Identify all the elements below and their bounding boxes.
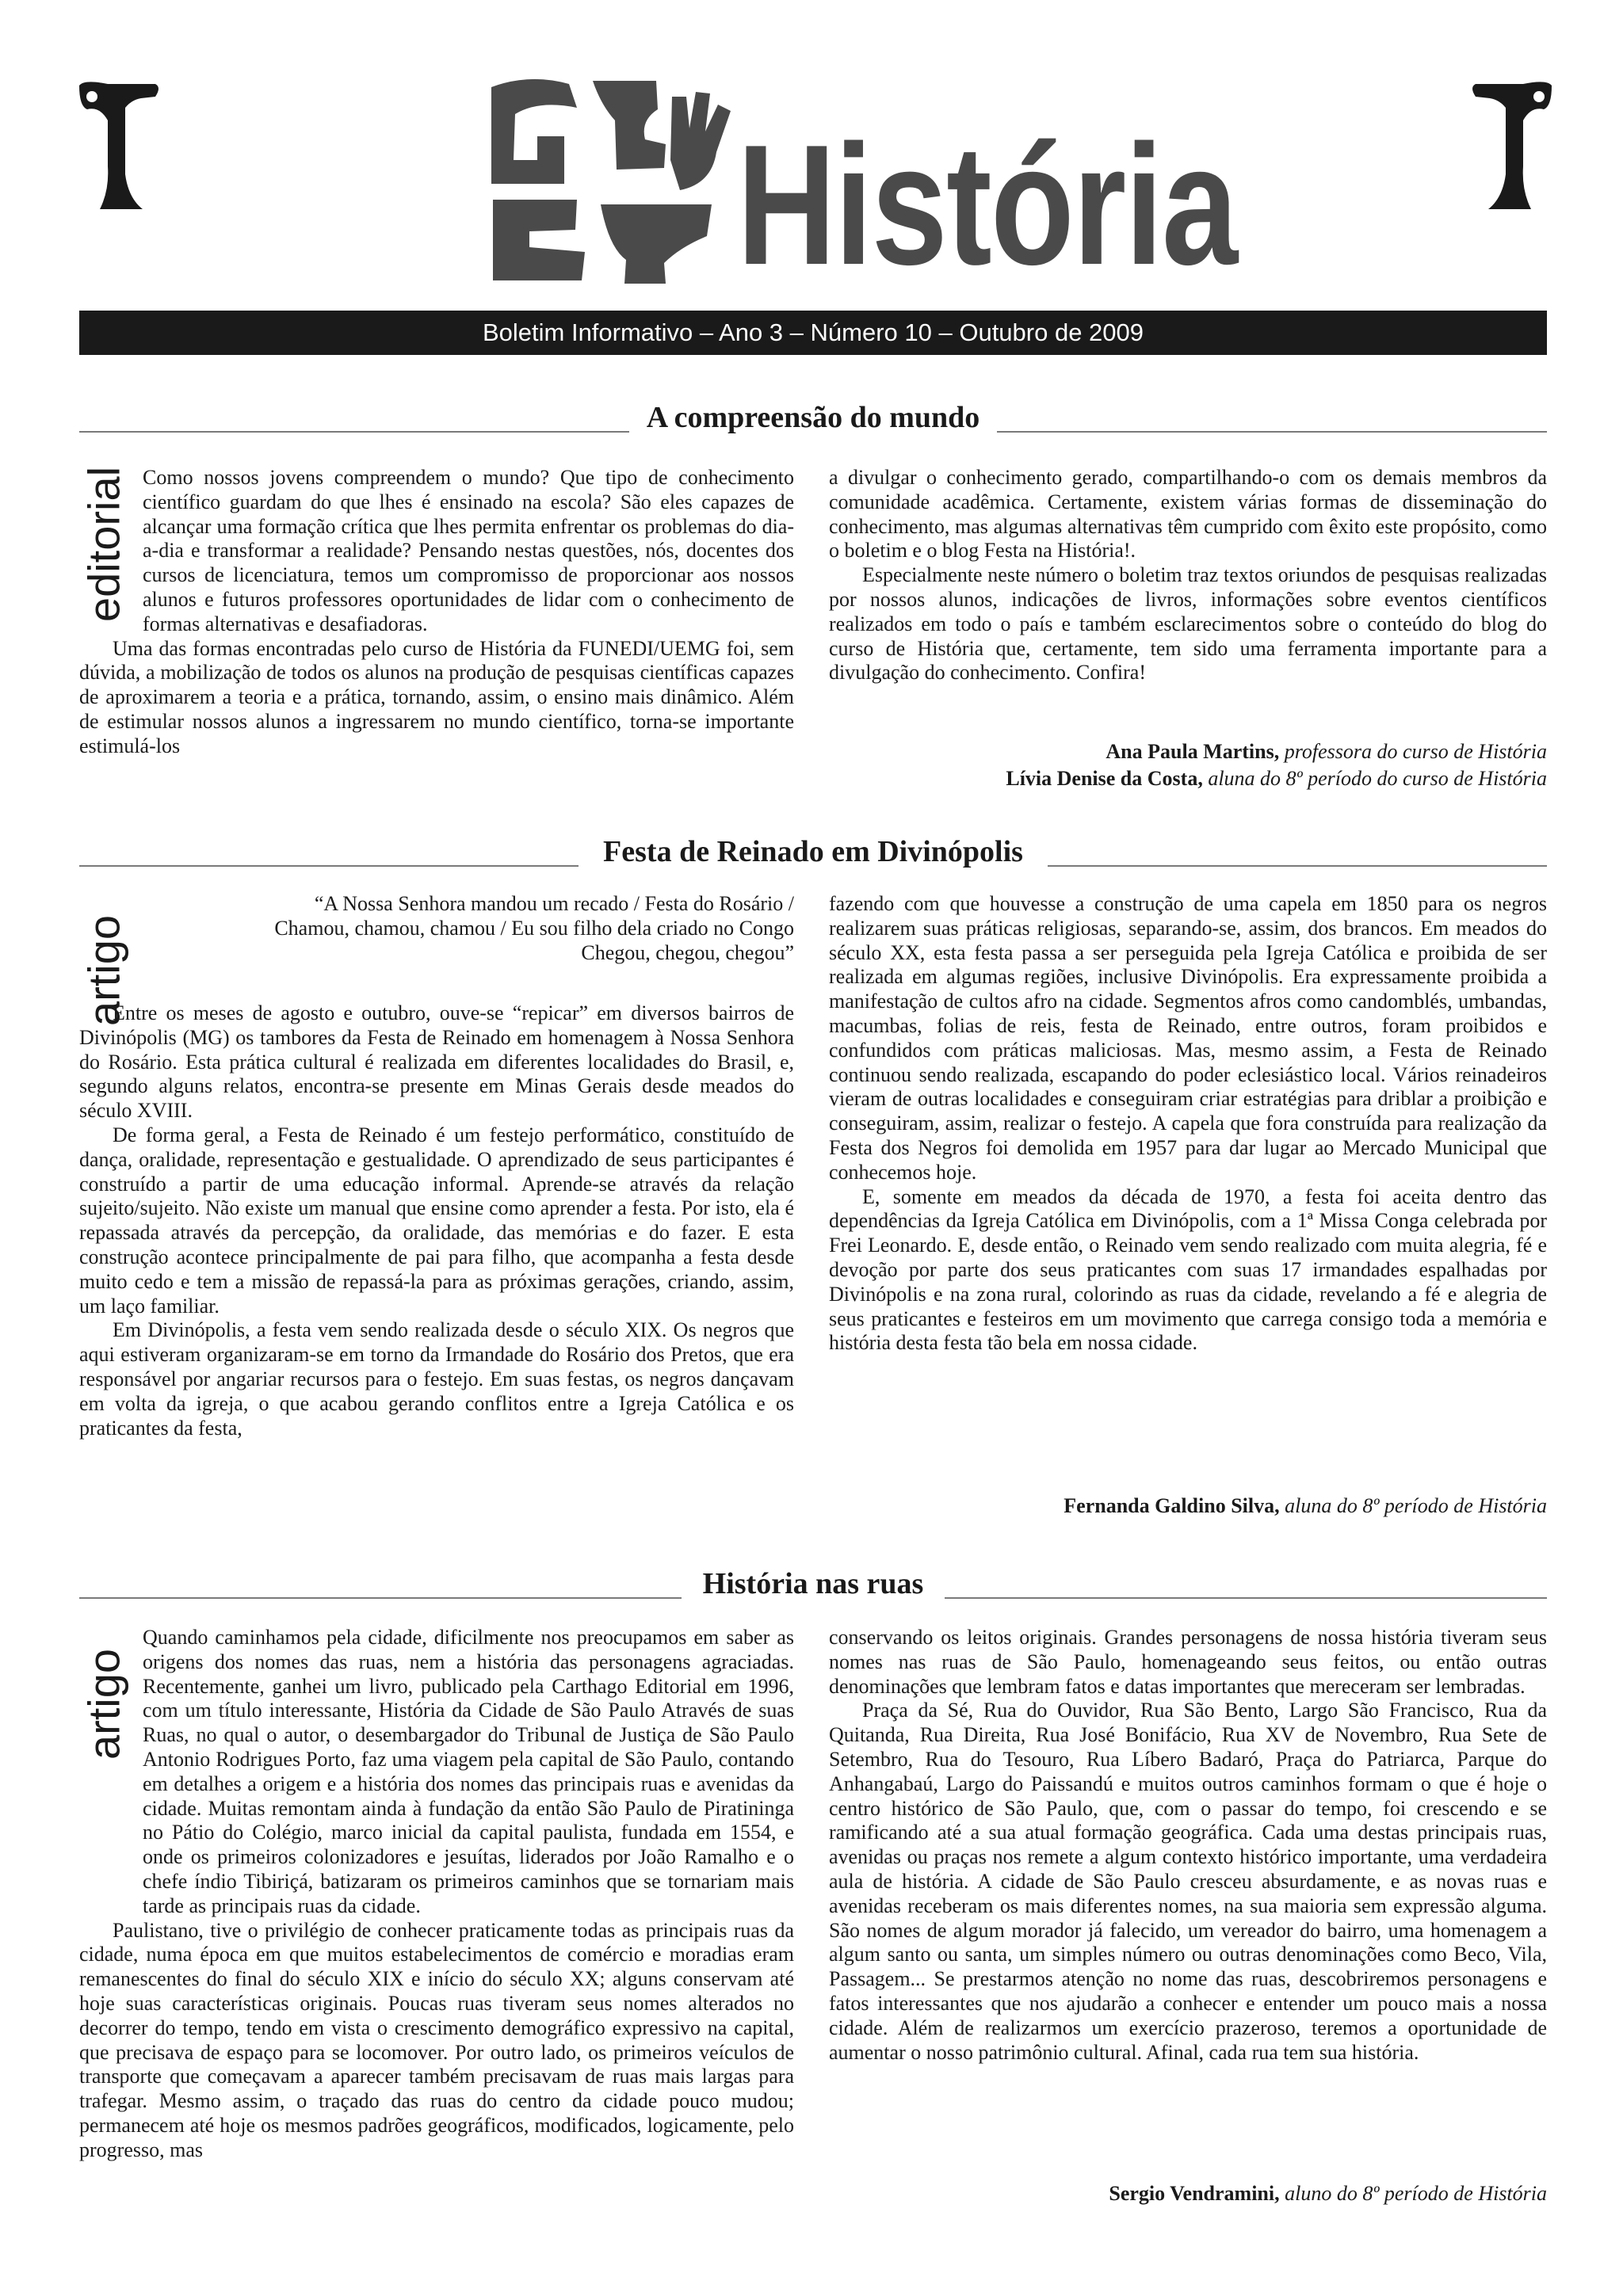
capital-ornament-left-icon	[76, 79, 163, 218]
ruas-right-column	[829, 1626, 1547, 2065]
section-title: História nas ruas	[697, 1567, 930, 1600]
paragraph: Uma das formas encontradas pelo curso de História da FUNEDI/UEMG foi, sem dúvida, a mobilização de todos os alunos na produção de pesquisas científicas capazes de aproximarem a teoria e a prática, tornando, assim, o ensino mais dinâmico. Além de estimular nossos alunos a ingressarem no mundo científico, torna-se importante estimulá-los	[79, 636, 794, 757]
editorial-left-column	[79, 466, 794, 759]
section-heading-reinado	[79, 833, 1547, 870]
masthead-title: História	[737, 109, 1237, 300]
side-label-text: artigo	[78, 914, 129, 1027]
quote-line: Chegou, chegou, chegou”	[581, 940, 794, 964]
signature	[829, 738, 1547, 765]
paragraph: Em Divinópolis, a festa vem sendo realizada desde o século XIX. Os negros que aqui estiveram organizaram-se em torno da Irmandade do Rosário dos Pretos, que era responsável por angariar recursos para o festejo. Em suas festas, os negros dançavam em volta da igreja, o que acabou gerando conflitos entre a Igreja Católica e os praticantes da festa,	[79, 1318, 794, 1440]
paragraph: conservando os leitos originais. Grandes personagens de nossa história tiveram seus nomes nas ruas de São Paulo, homenageando seus feitos, ou então outras denominações que lembram fatos e datas importantes que mereceram ser lembradas.	[829, 1626, 1547, 1698]
paragraph: Entre os meses de agosto e outubro, ouve-se “repicar” em diversos bairros de Divinópolis (MG) os tambores da Festa de Reinado em homenagem à Nossa Senhora do Rosário. Esta prática cultural é realizada em diferentes localidades do Brasil, e, segundo alguns relatos, encontra-se presente em Minas Gerais desde meados do século XVIII.	[79, 1001, 794, 1123]
section-heading-editorial	[79, 399, 1547, 436]
section-title: A compreensão do mundo	[640, 401, 987, 434]
author-name: Sergio Vendramini,	[1109, 2182, 1280, 2205]
signature	[829, 765, 1547, 792]
section-heading-ruas	[79, 1566, 1547, 1602]
side-label-text: editorial	[78, 466, 129, 623]
signature	[829, 1493, 1547, 1520]
paragraph: fazendo com que houvesse a construção de uma capela em 1850 para os negros realizarem suas práticas religiosas, separando-se, assim, dos brancos. Em meados do século XX, esta festa passa a ser perseguida pela Igreja Católica e proibida de ser realizada em algumas regiões, inclusive Divinópolis. Era expressamente proibida a manifestação de cultos afro na cidade. Segmentos afros como candomblés, umbandas, macumbas, folias de reis, festa de Reinado, entre outros, foram proibidos e confundidos com práticas maliciosas. Mas, mesmo assim, a Festa de Reinado continuou sendo realizada, escapando do poder eclesiástico local. Vários reinadeiros vieram de outras localidades e conseguiram criar estratégias para driblar a proibição e conseguiram, assim, realizar o festejo. A capela que fora construída para realização da Festa dos Negros foi demolida em 1957 para dar lugar ao Mercado Municipal que conhecemos hoje.	[829, 892, 1547, 1184]
masthead-subtitle-band: Boletim Informativo – Ano 3 – Número 10 – Outubro de 2009	[79, 311, 1547, 355]
paragraph: Quando caminhamos pela cidade, dificilmente nos preocupamos em saber as origens dos nomes das ruas, nem a história das personagens agraciadas. Recentemente, ganhei um livro, publicado pela Carthago Editorial em 1996, com um título interessante, História da Cidade de São Paulo Através de suas Ruas, no qual o autor, o desembargador do Tribunal de Justiça de São Paulo Antonio Rodrigues Porto, faz uma viagem pela capital de São Paulo, contando em detalhes a origem e a história dos nomes das principais ruas e avenidas da cidade. Muitas remontam ainda à fundação da então São Paulo de Piratininga no Pátio do Colégio, marco inicial da capital paulista, fundada em 1554, e onde os primeiros colonizadores e jesuítas, liderados por João Ramalho e o chefe índio Tibiriçá, batizaram os primeiros caminhos que se tornariam mais tarde as principais ruas da cidade.	[143, 1626, 794, 1917]
paragraph: E, somente em meados da década de 1970, a festa foi aceita dentro das dependências da Igreja Católica em Divinópolis, com a 1ª Missa Conga celebrada por Frei Leonardo. E, desde então, o Reinado vem sendo realizado com muita alegria, fé e devoção por parte dos seus praticantes com suas 17 irmandades espalhadas por Divinópolis e na zona rural, colorindo as ruas da cidade, revelando a fé e alegria de seus praticantes e festeiros em um movimento que carrega consigo toda a memória e história desta festa tão bela em nossa cidade.	[829, 1184, 1547, 1355]
reinado-left-column	[79, 1001, 794, 1440]
paragraph: Especialmente neste número o boletim traz textos oriundos de pesquisas realizadas por nossos alunos, indicações de livros, informações sobre eventos científicos realizados em todo o país e também esclarecimentos sobre o conteúdo do blog do curso de História que, certamente, tem sido uma ferramenta importante para a divulgação do conhecimento. Confira!	[829, 563, 1547, 685]
editorial-right-column	[829, 466, 1547, 685]
reinado-epigraph	[79, 892, 794, 965]
reinado-right-column	[829, 892, 1547, 1356]
author-role: aluno do 8º período de História	[1285, 2182, 1547, 2205]
paragraph: Paulistano, tive o privilégio de conhecer praticamente todas as principais ruas da cidade, numa época em que muitos estabelecimentos de comércio e moradias eram remanescentes do final do século XIX e início do século XX; alguns conservam até hoje suas características originais. Poucas ruas tiveram seus nomes alterados no decorrer do tempo, tendo em vista o crescimento demográfico expressivo na capital, que precisava de espaço para se locomover. Por outro lado, os primeiros veículos de transporte que começavam a aparecer também precisavam de ruas mais largas para trafegar. Mesmo assim, o traçado das ruas do centro da cidade pouco mudou; permanecem até hoje os mesmos padrões geográficos, modificados, logicamente, pelo progresso, mas	[79, 1918, 794, 2161]
signature	[829, 2180, 1547, 2207]
author-name: Fernanda Galdino Silva,	[1064, 1494, 1280, 1517]
historia-logo-icon	[482, 73, 743, 299]
quote-line: “A Nossa Senhora mandou um recado / Festa do Rosário /	[314, 892, 794, 915]
author-role: aluna do 8º período do curso de História	[1208, 767, 1547, 790]
author-role: aluna do 8º período de História	[1285, 1494, 1547, 1517]
paragraph: Como nossos jovens compreendem o mundo? Que tipo de conhecimento científico guardam do que lhes é ensinado na escola? São eles capazes de alcançar uma formação crítica que lhes permita enfrentar os problemas do dia-a-dia e transformar a realidade? Pensando nestas questões, nós, docentes dos cursos de licenciatura, temos um compromisso de proporcionar aos nossos alunos e futuros professores oportunidades de lidar com o conhecimento de formas alternativas e desafiadoras.	[143, 466, 794, 635]
paragraph: a divulgar o conhecimento gerado, compartilhando-o com os demais membros da comunidade acadêmica. Certamente, existem várias formas de disseminação do conhecimento, mas algumas alternativas têm cumprido com êxito este propósito, como o boletim e o blog Festa na História!.	[829, 466, 1547, 563]
side-label-text: artigo	[78, 1648, 129, 1760]
author-name: Lívia Denise da Costa,	[1006, 767, 1203, 790]
author-name: Ana Paula Martins,	[1106, 740, 1280, 763]
section-title: Festa de Reinado em Divinópolis	[597, 835, 1029, 868]
author-role: professora do curso de História	[1284, 740, 1547, 763]
paragraph: Praça da Sé, Rua do Ouvidor, Rua São Bento, Largo São Francisco, Rua da Quitanda, Rua Direita, Rua José Bonifácio, Rua XV de Novembro, Rua Sete de Setembro, Rua do Tesouro, Rua Líbero Badaró, Praça do Patriarca, Parque do Anhangabaú, Largo do Paissandú e muitos outros caminhos formam o que é hoje o centro histórico de São Paulo, que, com o passar do tempo, foi crescendo e se ramificando até a sua atual formação geográfica. Cada uma destas principais ruas, avenidas ou praças nos remete a algum contexto histórico importante, uma verdadeira aula de história. A cidade de São Paulo cresceu absurdamente, e as novas ruas e avenidas receberam os mais diferentes nomes, na sua maioria sem expressão alguma. São nomes de algum morador já falecido, um vereador do bairro, uma homenagem a algum santo ou santa, um simples número ou outras denominações como Beco, Vila, Passagem... Se prestarmos atenção no nome das ruas, descobriremos personagens e fatos interessantes que nos ajudarão a conhecer e entender um pouco mais a nossa cidade. Além de realizarmos um exercício prazeroso, teremos a oportunidade de aumentar o nosso patrimônio cultural. Afinal, cada rua tem sua história.	[829, 1699, 1547, 2064]
capital-ornament-right-icon	[1468, 79, 1555, 218]
paragraph: De forma geral, a Festa de Reinado é um festejo performático, constituído de dança, oralidade, representação e gestualidade. O aprendizado de seus participantes é construído a partir de uma educação informal. Aprende-se através da relação sujeito/sujeito. Não existe um manual que ensine como aprender a festa. Por isto, ela é repassada através da percepção, da oralidade, das memórias e do fazer. E esta construção acontece principalmente de pai para filho, que acompanha a festa desde muito cedo e tem a missão de repassá-la para as próximas gerações, criando, assim, um laço familiar.	[79, 1123, 794, 1318]
quote-line: Chamou, chamou, chamou / Eu sou filho dela criado no Congo	[274, 916, 794, 940]
ruas-left-column	[79, 1626, 794, 2163]
